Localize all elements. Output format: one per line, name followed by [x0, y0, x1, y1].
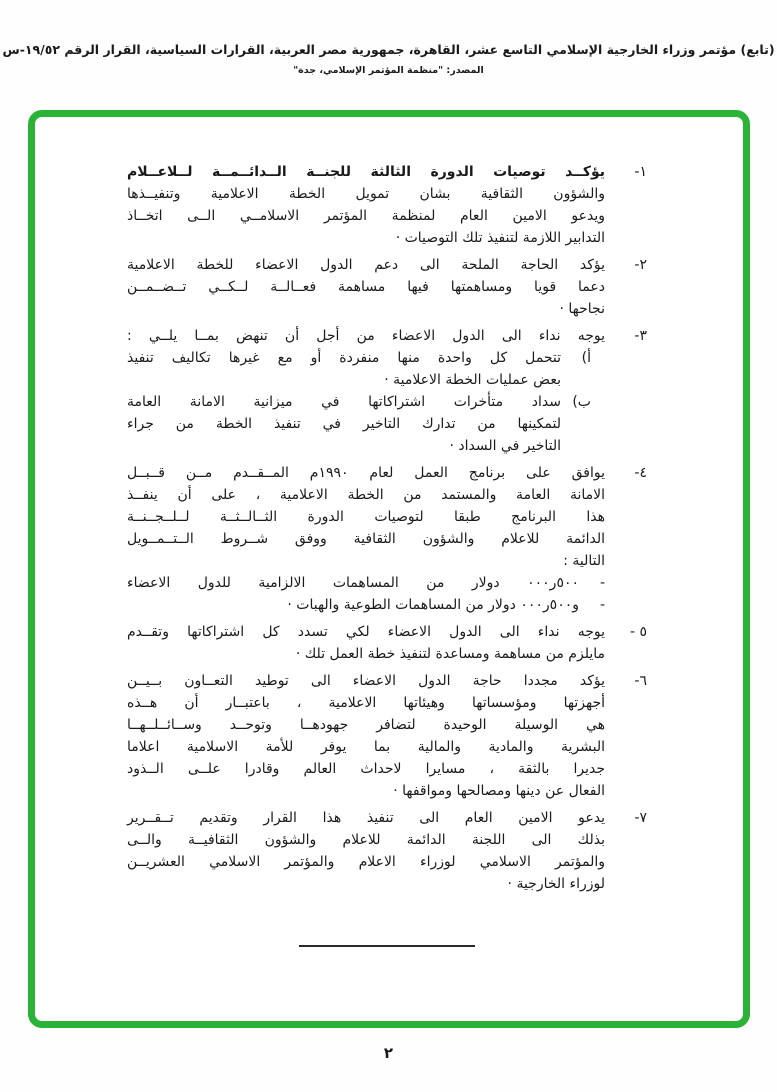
item-body	[127, 670, 605, 802]
item-body	[127, 807, 605, 895]
text-line: التدابير اللازمة لتنفيذ تلك التوصيات ·	[395, 230, 605, 246]
document-header	[0, 42, 777, 76]
text-line: يؤكد مجددا حاجة الدول الاعضاء الى توطيد التعــاون بــيــن	[127, 673, 605, 689]
item-number: ٧-	[634, 810, 647, 826]
subitem-letter: أ)	[581, 350, 591, 366]
amount-line: و٥٠٠ر٠٠٠ دولار من المساهمات الطوعية والهبات ·	[287, 597, 579, 613]
text-line: البشرية والمادية والمالية بما يوفر للأمة الاسلامية اعلاما	[127, 739, 605, 755]
text-line: هي الوسيلة الوحيدة لتضافر جهودهــا وتوحــد وســائــلــهــا	[127, 717, 605, 733]
resolution-item	[127, 807, 647, 895]
amount-bullet	[127, 594, 605, 616]
text-line: سداد متأخرات اشتراكاتها في ميزانية الامانة العامة	[127, 394, 561, 410]
item-body	[127, 621, 605, 665]
item-number: ٦-	[634, 673, 647, 689]
item-body	[127, 161, 605, 249]
item-number: ٢-	[634, 257, 647, 273]
item-number: ٥ -	[629, 624, 647, 640]
text-line: ويدعو الامين العام لمنظمة المؤتمر الاسلامــي الــى اتخــاذ	[127, 208, 605, 224]
text-line: والشؤون الثقافية بشان تمويل الخطة الاعلامية وتنفيــذها	[127, 186, 605, 202]
subitem-body	[127, 347, 561, 391]
item-body	[127, 254, 605, 320]
text-line: نجاحها ·	[559, 301, 605, 317]
text-line: لتمكينها من تدارك التاخير في تنفيذ الخطة من جراء	[127, 416, 561, 432]
amount-bullet	[127, 572, 605, 594]
bullet-dash: -	[599, 575, 605, 591]
text-line: جديرا بالثقة ، مسايرا لاحداث العالم وقادرا علــى الــذود	[127, 761, 605, 777]
item-number: ١-	[634, 164, 647, 180]
text-line: التالية :	[563, 553, 605, 569]
items-container	[127, 161, 647, 895]
text-line: هذا البرنامج طبقا لتوصيات الدورة الثــالــثــة لــلــجــنــة	[127, 509, 605, 525]
text-line: الفعال عن دينها ومصالحها ومواقفها ·	[393, 783, 605, 799]
bullet-dash: -	[599, 597, 605, 613]
footer-divider-line	[299, 945, 475, 947]
sub-item	[127, 391, 591, 457]
resolution-item	[127, 621, 647, 665]
subitem-body	[127, 391, 561, 457]
resolution-item	[127, 670, 647, 802]
sub-item	[127, 347, 591, 391]
text-line: دعما قويا ومساهمتها فيها مساهمة فعــالــة لــكــي تــضــمــن	[127, 279, 605, 295]
item-number: ٣-	[634, 328, 647, 344]
header-source-line: المصدر: "منظمة المؤتمر الإسلامي، جدة"	[293, 65, 484, 76]
text-line: أجهزتها ومؤسساتها وهيئاتها الاعلامية ، باعتبــار أن هــذه	[127, 695, 605, 711]
item-number: ٤-	[634, 465, 647, 481]
amount-line-wrap	[127, 572, 579, 594]
header-title-line: (تابع) مؤتمر وزراء الخارجية الإسلامي التاسع عشر، القاهرة، جمهورية مصر العربية، القرارات السياسية، القرار الرقم ١٩/٥٢-س	[2, 42, 775, 57]
item-body	[127, 325, 605, 457]
text-line: بعض عمليات الخطة الاعلامية ·	[384, 372, 561, 388]
text-line: الامانة العامة والمستمد من الخطة الاعلامية ، على أن ينفــذ	[127, 487, 605, 503]
amount-line-wrap	[127, 594, 579, 616]
text-line: الدائمة للاعلام والشؤون الثقافية ووفق شــروط الــتــمــويل	[127, 531, 605, 547]
text-line: بذلك الى اللجنة الدائمة للاعلام والشؤون الثقافيــة والــى	[127, 832, 605, 848]
item-body	[127, 462, 605, 616]
page-number: ٢	[383, 1044, 394, 1062]
resolution-item	[127, 161, 647, 249]
text-line: تتحمل كل واحدة منها منفردة أو مع غيرها تكاليف تنفيذ	[127, 350, 561, 366]
resolution-item	[127, 462, 647, 616]
text-line: يوجه نداء الى الدول الاعضاء لكي تسدد كل اشتراكاتها وتقــدم	[127, 624, 605, 640]
subitem-letter: ب)	[572, 394, 591, 410]
text-line: مايلزم من مساهمة ومساعدة لتنفيذ خطة العمل تلك ·	[295, 646, 605, 662]
resolution-item	[127, 254, 647, 320]
text-line: لوزراء الخارجية ·	[507, 876, 605, 892]
text-line: يوجه نداء الى الدول الاعضاء من أجل أن تنهض بمــا يلــي :	[127, 328, 605, 344]
green-border-frame	[28, 110, 750, 1028]
text-line: يؤكــد توصيات الدورة الثالثة للجنــة الــدائــمــة لــلاعــلام	[127, 164, 605, 180]
text-line: يؤكد الحاجة الملحة الى دعم الدول الاعضاء للخطة الاعلامية	[127, 257, 605, 273]
amount-line: ٥٠٠ر٠٠٠ دولار من المساهمات الالزامية للدول الاعضاء	[127, 575, 579, 591]
text-line: يوافق على برنامج العمل لعام ١٩٩٠م المــقــدم مــن قــبــل	[127, 465, 605, 481]
text-line: والمؤتمر الاسلامي لوزراء الاعلام والمؤتمر الاسلامي العشريــن	[127, 854, 605, 870]
text-line: يدعو الامين العام الى تنفيذ هذا القرار وتقديم تــقــرير	[127, 810, 605, 826]
text-line: التاخير في السداد ·	[449, 438, 561, 454]
resolution-item	[127, 325, 647, 457]
